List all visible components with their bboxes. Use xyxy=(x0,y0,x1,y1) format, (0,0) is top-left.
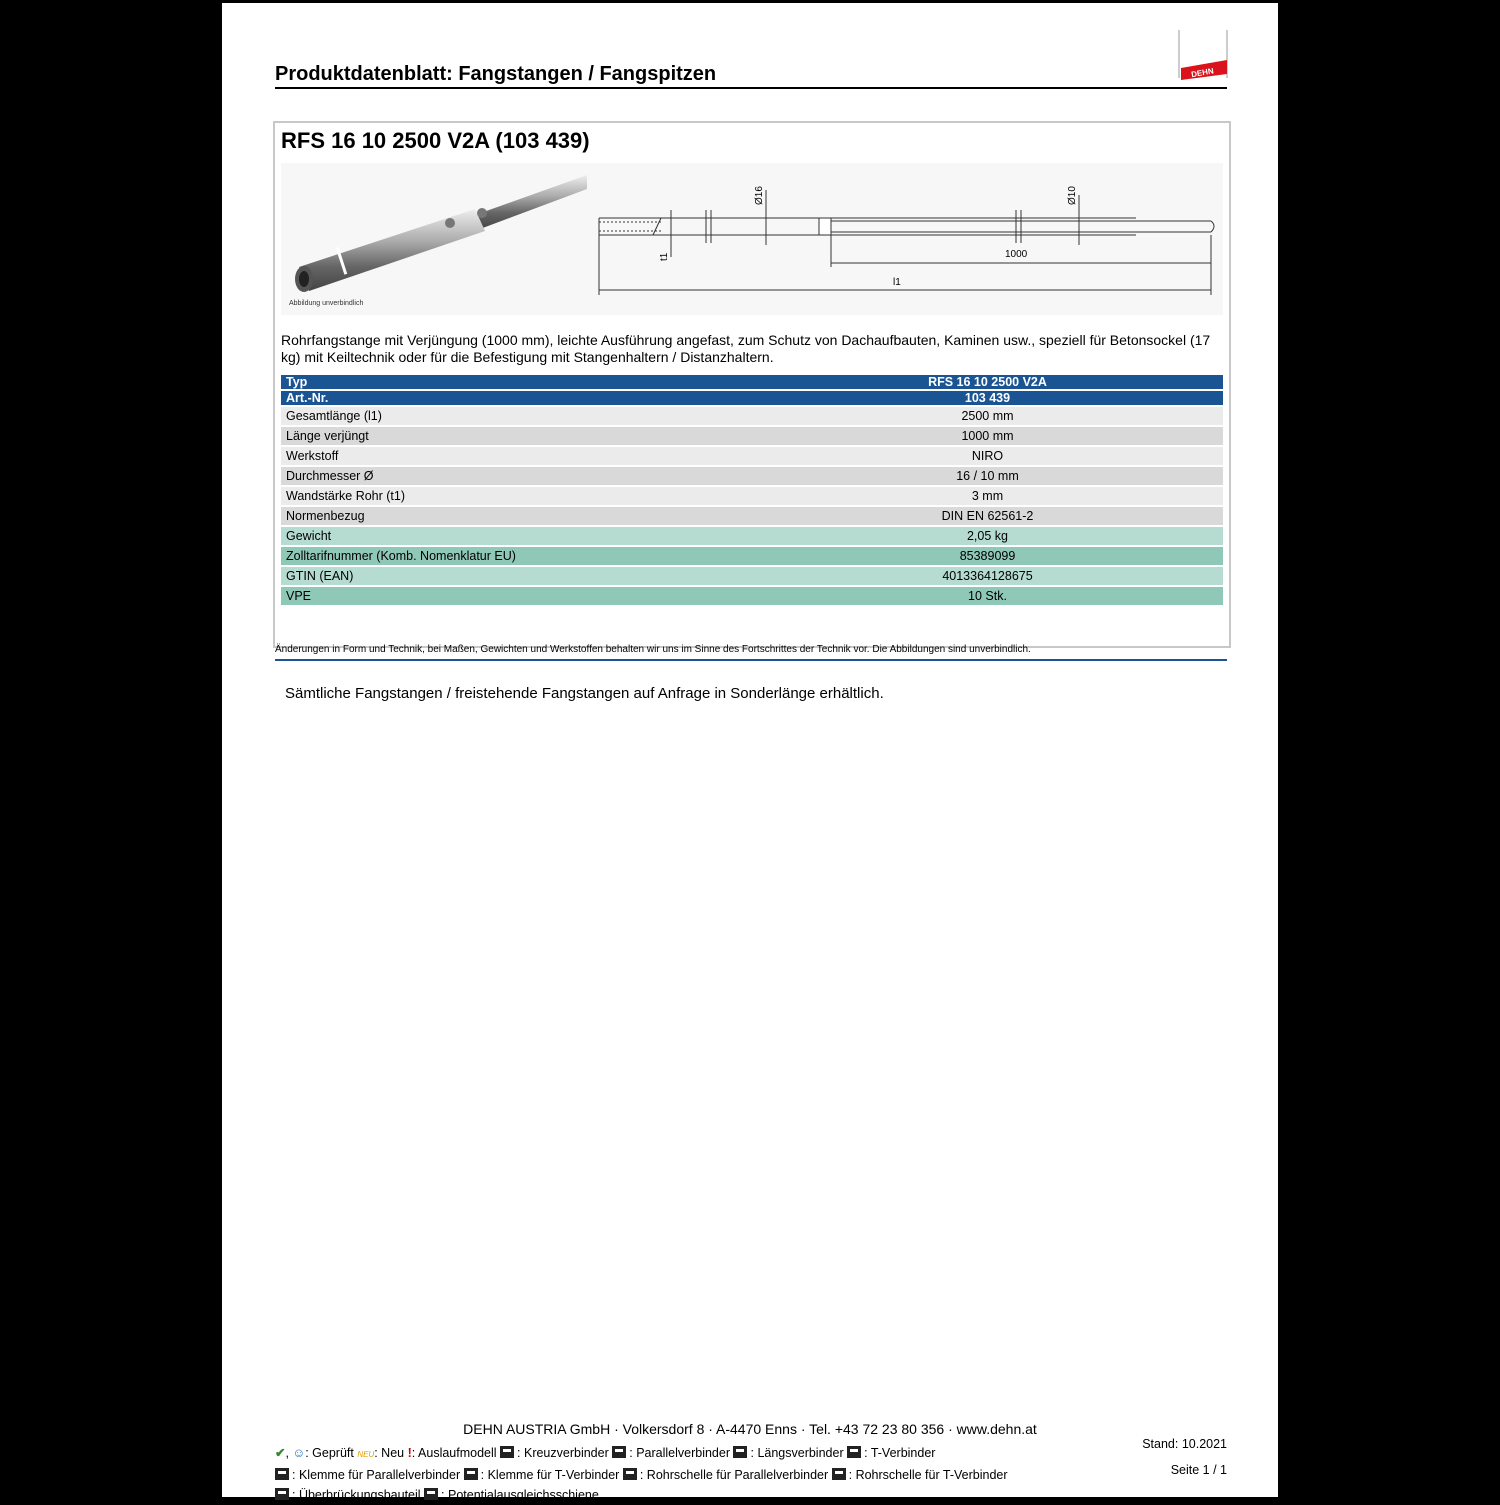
l1-label: l1 xyxy=(893,277,901,288)
taper-length-label: 1000 xyxy=(1005,249,1028,260)
logo-text: DEHN xyxy=(1190,66,1215,80)
legend-neu: Neu xyxy=(381,1446,405,1460)
checkmark-icon: ✔ xyxy=(275,1446,286,1460)
footer-legend: ✔, ☺: Geprüft NEU: Neu !: Auslaufmodell : Kreuzverbinder : Parallelverbinder : Längsverbinder : T-Verbinder : Klemme für Parallelverbinder : Klemme für T-Verbinder : Rohrschelle für Parallelverbinder : Rohrschelle für T-Verbinder : Überbrückungsbauteil : Potentialausgleichsschiene xyxy=(275,1446,1008,1502)
pipe-clamp-parallel-icon xyxy=(623,1468,637,1480)
spec-value: 85389099 xyxy=(752,547,1223,565)
product-box xyxy=(273,121,1231,648)
spec-row xyxy=(281,407,1223,425)
legend-laengs: Längsverbinder xyxy=(757,1446,844,1460)
spec-label: GTIN (EAN) xyxy=(281,567,752,585)
spec-value: 4013364128675 xyxy=(752,567,1223,585)
spec-label: Normenbezug xyxy=(281,507,752,525)
legend-parallel: Parallelverbinder xyxy=(636,1446,730,1460)
legend-klemme-parallel: Klemme für Parallelverbinder xyxy=(298,1468,461,1482)
technical-drawing xyxy=(591,165,1221,305)
spec-value: 103 439 xyxy=(752,391,1223,405)
note-divider xyxy=(275,659,1227,661)
legend-geprueft: Geprüft xyxy=(312,1446,354,1460)
spec-head-row xyxy=(281,375,1223,389)
spec-value: DIN EN 62561-2 xyxy=(752,507,1223,525)
spec-row xyxy=(281,467,1223,485)
new-icon: NEU xyxy=(357,1450,375,1459)
equipotential-bar-icon xyxy=(424,1488,438,1500)
spec-label: Gewicht xyxy=(281,527,752,545)
legend-ueberbrueckung: Überbrückungsbauteil xyxy=(298,1488,421,1502)
spec-value: 10 Stk. xyxy=(752,587,1223,605)
spec-value: 2,05 kg xyxy=(752,527,1223,545)
product-title: RFS 16 10 2500 V2A (103 439) xyxy=(281,128,590,153)
legend-rohr-t: Rohrschelle für T-Verbinder xyxy=(855,1468,1008,1482)
datasheet-page xyxy=(222,3,1278,1502)
page-number: Seite 1 / 1 xyxy=(1170,1463,1227,1477)
spec-table xyxy=(281,373,1223,607)
spec-value: 2500 mm xyxy=(752,407,1223,425)
spec-row xyxy=(281,567,1223,585)
d1-label: Ø16 xyxy=(754,186,765,205)
spec-label: Durchmesser Ø xyxy=(281,467,752,485)
certified-icon: ☺ xyxy=(292,1446,306,1460)
legend-kreuz: Kreuzverbinder xyxy=(523,1446,609,1460)
spec-row xyxy=(281,427,1223,445)
spec-row xyxy=(281,507,1223,525)
legend-klemme-t: Klemme für T-Verbinder xyxy=(487,1468,620,1482)
legend-auslauf: Auslaufmodell xyxy=(418,1446,497,1460)
footer-address: DEHN AUSTRIA GmbH · Volkersdorf 8 · A-4470 Enns · Tel. +43 72 23 80 356 · www.dehn.at xyxy=(463,1421,1037,1437)
discontinued-icon: ! xyxy=(407,1446,412,1460)
spec-value-link[interactable]: NIRO xyxy=(752,447,1223,465)
spec-value: 1000 mm xyxy=(752,427,1223,445)
legend-t: T-Verbinder xyxy=(870,1446,936,1460)
header-divider xyxy=(275,87,1227,89)
special-length-note: Sämtliche Fangstangen / freistehende Fangstangen auf Anfrage in Sonderlänge erhältlich. xyxy=(285,685,884,702)
image-caption: Abbildung unverbindlich xyxy=(289,300,364,307)
pipe-clamp-t-icon xyxy=(832,1468,846,1480)
spec-label: Wandstärke Rohr (t1) xyxy=(281,487,752,505)
spec-value: 16 / 10 mm xyxy=(752,467,1223,485)
spec-label: Gesamtlänge (l1) xyxy=(281,407,752,425)
parallel-connector-icon xyxy=(612,1446,626,1458)
revision-date: Stand: 10.2021 xyxy=(1142,1437,1227,1451)
spec-value: 3 mm xyxy=(752,487,1223,505)
spec-label: Zolltarifnummer (Komb. Nomenklatur EU) xyxy=(281,547,752,565)
spec-row xyxy=(281,527,1223,545)
longitudinal-connector-icon xyxy=(733,1446,747,1458)
spec-row xyxy=(281,547,1223,565)
t-connector-icon xyxy=(847,1446,861,1458)
cross-connector-icon xyxy=(500,1446,514,1458)
spec-label: Art.-Nr. xyxy=(281,391,752,405)
clamp-t-icon xyxy=(464,1468,478,1480)
d2-label: Ø10 xyxy=(1067,186,1078,205)
spec-row xyxy=(281,447,1223,465)
spec-value: RFS 16 10 2500 V2A xyxy=(752,375,1223,389)
clamp-parallel-icon xyxy=(275,1468,289,1480)
page-title: Produktdatenblatt: Fangstangen / Fangspitzen xyxy=(275,63,717,85)
dehn-logo xyxy=(1177,30,1229,82)
spec-head-row xyxy=(281,391,1223,405)
spec-label: Typ xyxy=(281,375,752,389)
product-photo xyxy=(285,167,595,302)
bridging-component-icon xyxy=(275,1488,289,1500)
product-description: Rohrfangstange mit Verjüngung (1000 mm), leichte Ausführung angefast, zum Schutz von Dachaufbauten, Kaminen usw., speziell für Betonsockel (17 kg) mit Keiltechnik oder für die Befestigung mit Stangenhaltern / Distanzhaltern. xyxy=(281,332,1211,365)
legend-rohr-parallel: Rohrschelle für Parallelverbinder xyxy=(646,1468,829,1482)
legend-potential: Potentialausgleichsschiene xyxy=(448,1488,599,1502)
t1-label: t1 xyxy=(659,252,670,261)
product-image-area xyxy=(281,163,1223,315)
spec-label: Länge verjüngt xyxy=(281,427,752,445)
spec-label: Werkstoff xyxy=(281,447,752,465)
disclaimer-note: Änderungen in Form und Technik, bei Maßen, Gewichten und Werkstoffen behalten wir uns im Sinne des Fortschrittes der Technik vor. Die Abbildungen sind unverbindlich. xyxy=(275,644,1031,655)
spec-row xyxy=(281,487,1223,505)
spec-label: VPE xyxy=(281,587,752,605)
spec-row xyxy=(281,587,1223,605)
